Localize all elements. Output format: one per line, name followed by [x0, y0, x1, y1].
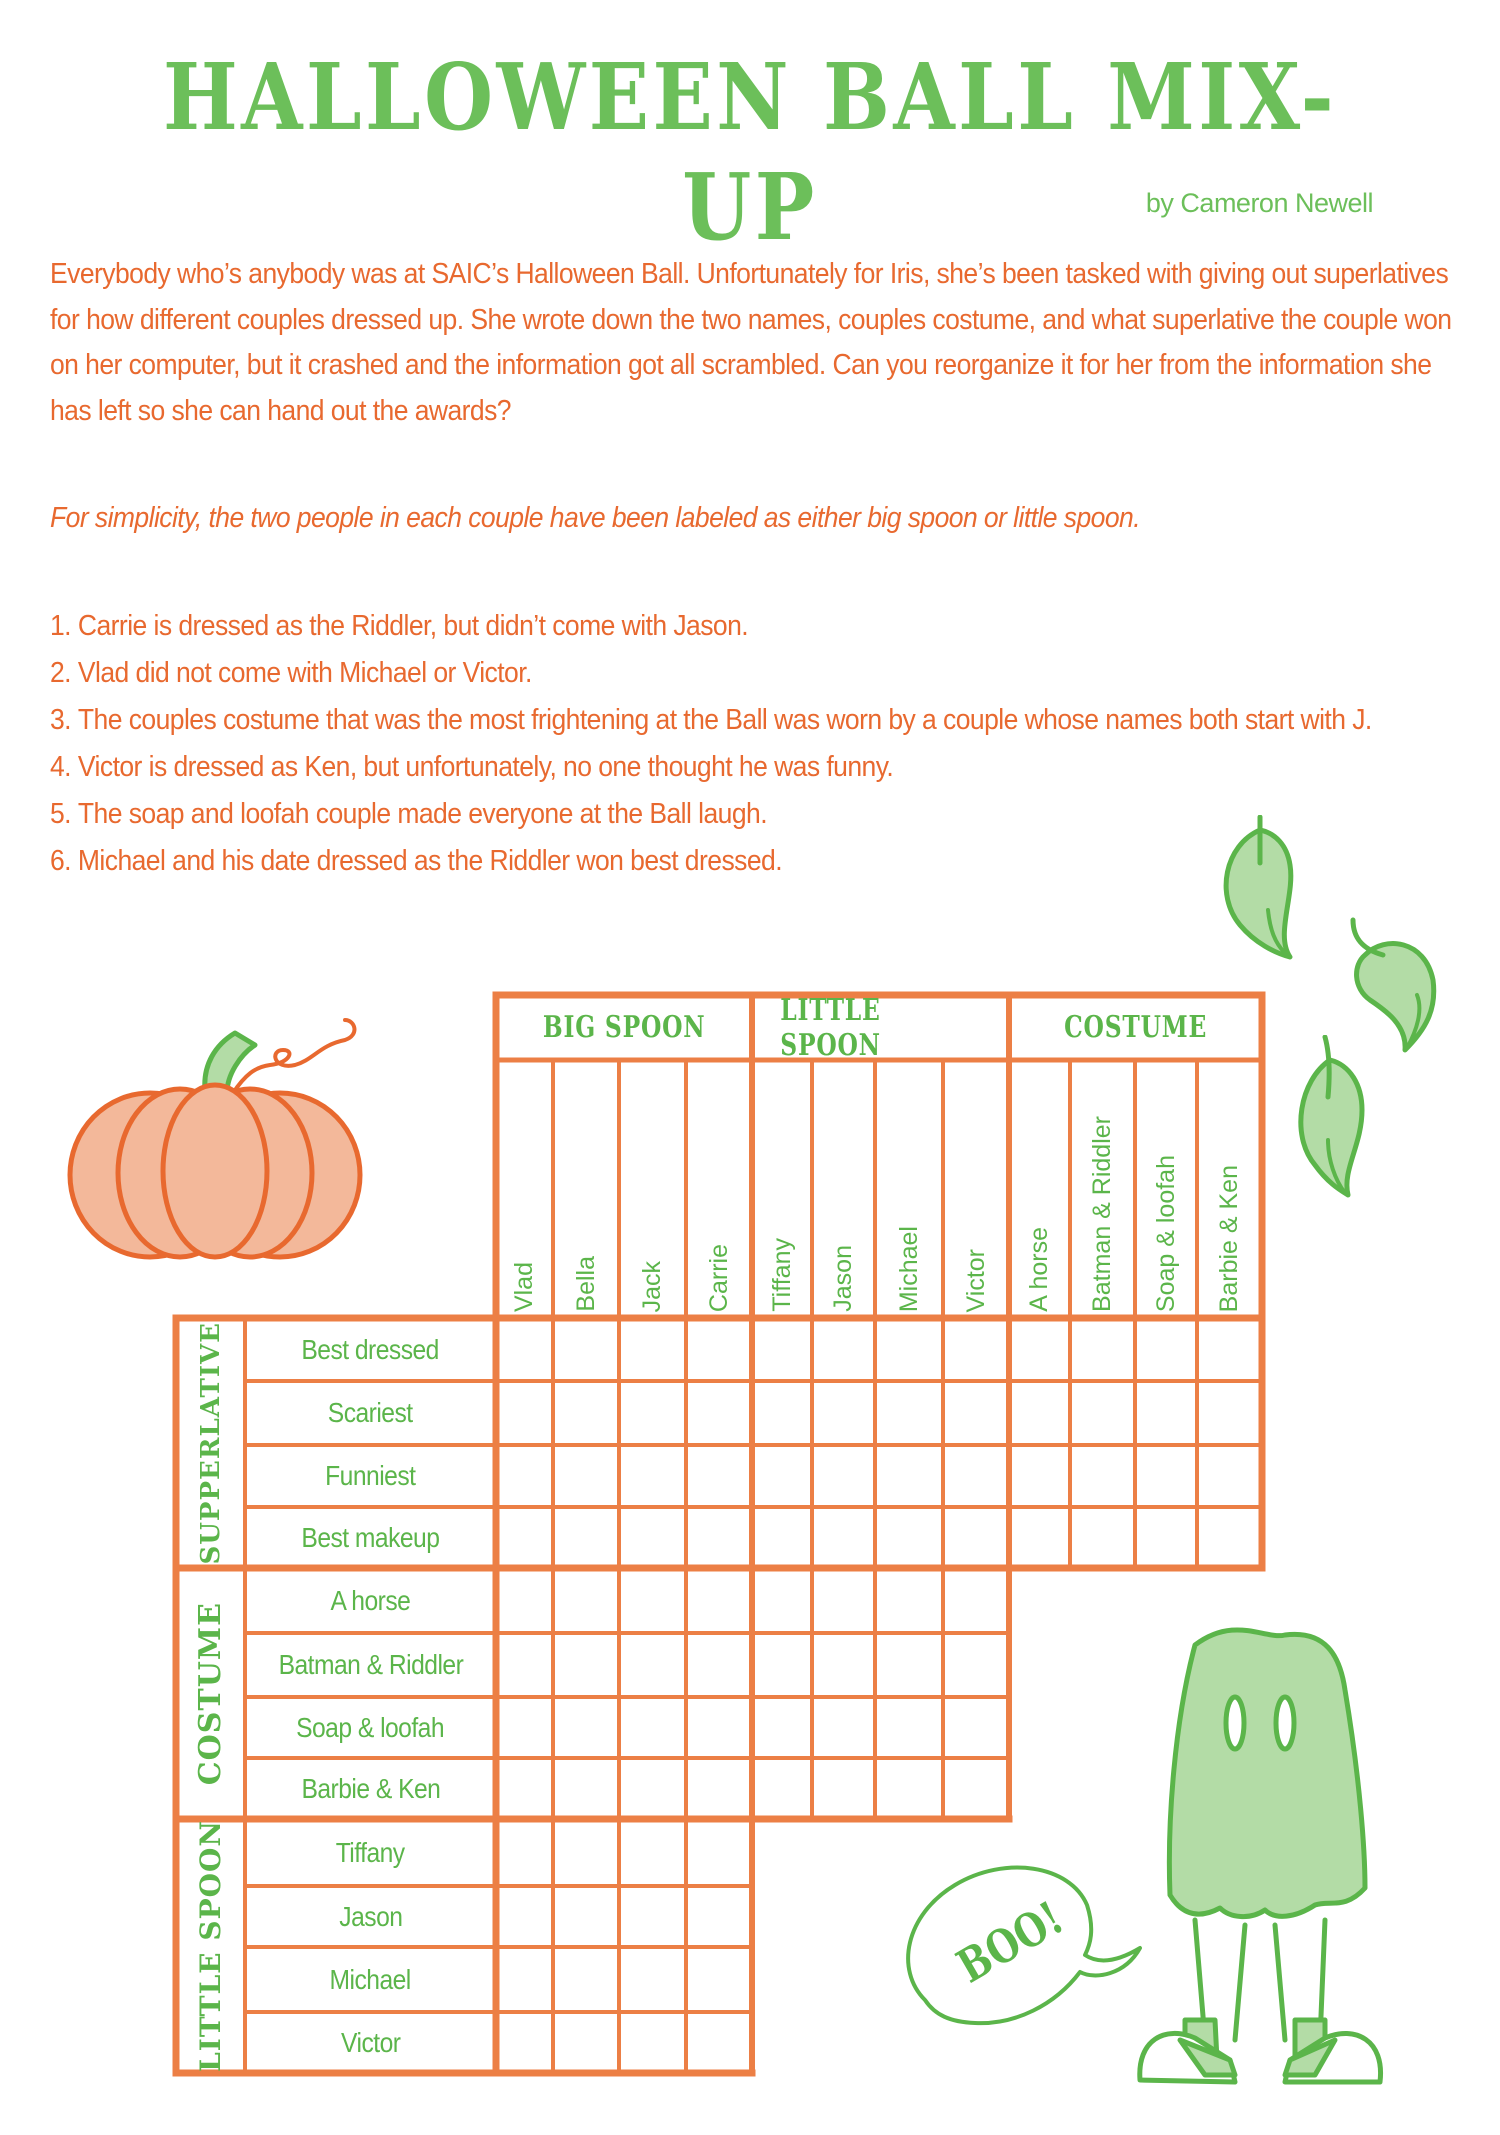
column-label: Bella — [571, 1256, 600, 1312]
clue-item: 3. The couples costume that was the most frightening at the Ball was worn by a couple whose names both start with J. — [50, 704, 1372, 736]
clue-item: 5. The soap and loofah couple made everyone at the Ball laugh. — [50, 798, 768, 830]
row-label: Funniest — [325, 1460, 416, 1491]
column-group-little-spoon: LITTLE SPOON — [780, 992, 881, 1063]
column-label: Tiffany — [767, 1238, 796, 1312]
row-label: Batman & Riddler — [278, 1649, 463, 1680]
column-label: Barbie & Ken — [1215, 1164, 1243, 1312]
clue-item: 4. Victor is dressed as Ken, but unfortunately, no one thought he was funny. — [50, 751, 894, 783]
column-label: Batman & Riddler — [1088, 1116, 1116, 1312]
column-label: Soap & loofah — [1151, 1154, 1180, 1312]
author-byline: by Cameron Newell — [1145, 188, 1373, 218]
column-group-big-spoon: BIG SPOON — [542, 1010, 706, 1045]
row-label: Soap & loofah — [296, 1711, 445, 1743]
column-group-costume: COSTUME — [1064, 1010, 1207, 1045]
page-title: HALLOWEEN BALL MIX-UP — [162, 43, 1338, 261]
row-label: A horse — [330, 1584, 411, 1616]
clue-item: 1. Carrie is dressed as the Riddler, but didn’t come with Jason. — [50, 610, 749, 642]
row-label: Jason — [338, 1900, 403, 1932]
column-label: Jack — [638, 1260, 666, 1312]
row-group-little-spoon: LITTLE SPOON — [194, 1820, 227, 2072]
column-label: Michael — [894, 1225, 923, 1312]
row-label: Best makeup — [301, 1521, 440, 1553]
clue-item: 6. Michael and his date dressed as the Riddler won best dressed. — [50, 845, 783, 877]
row-label: Michael — [329, 1963, 412, 1995]
row-group-superlative: SUPPERLATIVE — [195, 1321, 226, 1565]
row-group-costume: COSTUME — [193, 1601, 228, 1786]
row-label: Scariest — [328, 1397, 413, 1428]
boo-text: BOO! — [947, 1890, 1073, 1994]
intro-paragraph: Everybody who’s anybody was at SAIC’s Halloween Ball. Unfortunately for Iris, she’s been tasked with giving out superlatives for how different couples dressed up. She wrote down the two names, couples costume, and what superlative the couple won on her computer, but it crashed and the information got all scrambled. Can you reorganize it for her from the information she has left so she can hand out the awards? — [50, 258, 1452, 427]
column-label: Vlad — [510, 1261, 538, 1312]
column-label: Jason — [829, 1245, 857, 1312]
column-label: A horse — [1025, 1227, 1053, 1312]
column-label: Victor — [961, 1248, 990, 1312]
column-label: Carrie — [704, 1243, 733, 1312]
row-label: Barbie & Ken — [301, 1772, 440, 1804]
row-label: Best dressed — [301, 1333, 440, 1365]
row-label: Victor — [340, 2026, 401, 2058]
simplicity-note: For simplicity, the two people in each couple have been labeled as either big spoon or little spoon. — [50, 502, 1141, 534]
row-label: Tiffany — [336, 1836, 405, 1868]
clue-item: 2. Vlad did not come with Michael or Victor. — [50, 657, 532, 689]
